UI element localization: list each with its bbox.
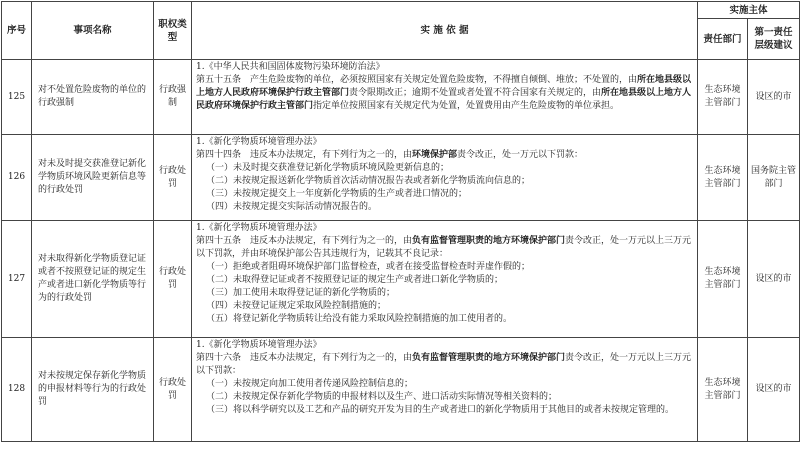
row-seq: 126	[2, 135, 32, 221]
header-seq: 序号	[2, 2, 32, 60]
header-subject: 实施主体	[698, 2, 800, 19]
row-first: 设区的市	[748, 60, 800, 135]
row-type: 行政强制	[154, 60, 192, 135]
article-text: 第四十四条 违反本办法规定，有下列行为之一的，由环境保护部责令改正，处一万元以下罚款：	[196, 150, 584, 160]
table-row	[2, 60, 800, 135]
law-title: 1.《新化学物质环境管理办法》	[196, 223, 322, 233]
row-type: 行政处罚	[154, 221, 192, 338]
row-first: 设区的市	[748, 221, 800, 338]
article-text: 第四十五条 违反本办法规定，有下列行为之一的，由负有监督管理职责的地方环境保护部门责令改正，处一万元以上三万元以下罚款，并由环境保护部公告其违规行为，记载其不良记录：	[196, 236, 692, 259]
row-basis	[192, 338, 698, 442]
row-name: 对未取得新化学物质登记证或者不按照登记证的规定生产或者进口新化学物质等行为的行政处罚	[32, 221, 154, 338]
list-item: （五）将登记新化学物质转让给没有能力采取风险控制措施的加工使用者的。	[206, 314, 513, 324]
row-type: 行政处罚	[154, 135, 192, 221]
row-dept: 生态环境主管部门	[698, 60, 748, 135]
law-title: 1.《中华人民共和国固体废物污染环境防治法》	[196, 62, 385, 72]
header-name: 事项名称	[32, 2, 154, 60]
list-item: （三）加工使用未取得登记证的新化学物质的；	[206, 288, 396, 298]
header-basis: 实 施 依 据	[192, 2, 698, 60]
row-seq: 125	[2, 60, 32, 135]
header-first: 第一责任层级建议	[748, 19, 800, 60]
list-item: （二）未取得登记证或者不按照登记证的规定生产或者进口新化学物质的；	[206, 275, 504, 285]
header-type: 职权类型	[154, 2, 192, 60]
list-item: （三）未按规定提交上一年度新化学物质的生产或者进口情况的；	[206, 189, 468, 199]
power-list-table	[1, 1, 800, 442]
list-item: （四）未按登记证规定采取风险控制措施的；	[206, 301, 387, 311]
list-item: （三）将以科学研究以及工艺和产品的研究开发为目的生产或者进口的新化学物质用于其他目的或者未按规定管理的。	[206, 405, 675, 415]
law-title: 1.《新化学物质环境管理办法》	[196, 137, 322, 147]
row-name: 对不处置危险废物的单位的行政强制	[32, 60, 154, 135]
row-basis	[192, 221, 698, 338]
list-item: （一）未及时提交获准登记新化学物质环境风险更新信息的；	[206, 163, 450, 173]
article-text: 第五十五条 产生危险废物的单位，必须按照国家有关规定处置危险废物，不得擅自倾倒、堆放；不处置的，由所在地县级以上地方人民政府环境保护行政主管部门责令限期改正；逾期不处置或者处置不符合国家有关规定的，由所在地县级以上地方人民政府环境保护行政主管部门指定单位按照国家有关规定代为处置，处置费用由产生危险废物的单位承担。	[196, 75, 692, 111]
list-item: （四）未按规定提交实际活动情况报告的。	[206, 202, 378, 212]
row-seq: 127	[2, 221, 32, 338]
table-row	[2, 135, 800, 221]
list-item: （二）未按规定报送新化学物质首次活动情况报告表或者新化学物质流向信息的；	[206, 176, 531, 186]
article-text: 第四十六条 违反本办法规定，有下列行为之一的，由负有监督管理职责的地方环境保护部门责令改正，处一万元以上三万元以下罚款：	[196, 353, 692, 376]
row-basis	[192, 60, 698, 135]
list-item: （一）未按规定向加工使用者传递风险控制信息的；	[206, 379, 414, 389]
table-row	[2, 338, 800, 442]
row-type: 行政处罚	[154, 338, 192, 442]
law-title: 1.《新化学物质环境管理办法》	[196, 340, 322, 350]
row-first: 国务院主管部门	[748, 135, 800, 221]
list-item: （二）未按规定保存新化学物质的申报材料以及生产、进口活动实际情况等相关资料的；	[206, 392, 558, 402]
row-name: 对未及时提交获准登记新化学物质环境风险更新信息等的行政处罚	[32, 135, 154, 221]
row-name: 对未按规定保存新化学物质的申报材料等行为的行政处罚	[32, 338, 154, 442]
row-basis	[192, 135, 698, 221]
row-dept: 生态环境主管部门	[698, 338, 748, 442]
row-dept: 生态环境主管部门	[698, 135, 748, 221]
row-first: 设区的市	[748, 338, 800, 442]
header-dept: 责任部门	[698, 19, 748, 60]
row-dept: 生态环境主管部门	[698, 221, 748, 338]
table-row	[2, 221, 800, 338]
row-seq: 128	[2, 338, 32, 442]
list-item: （一）拒绝或者阻碍环境保护部门监督检查，或者在接受监督检查时弄虚作假的；	[206, 262, 531, 272]
